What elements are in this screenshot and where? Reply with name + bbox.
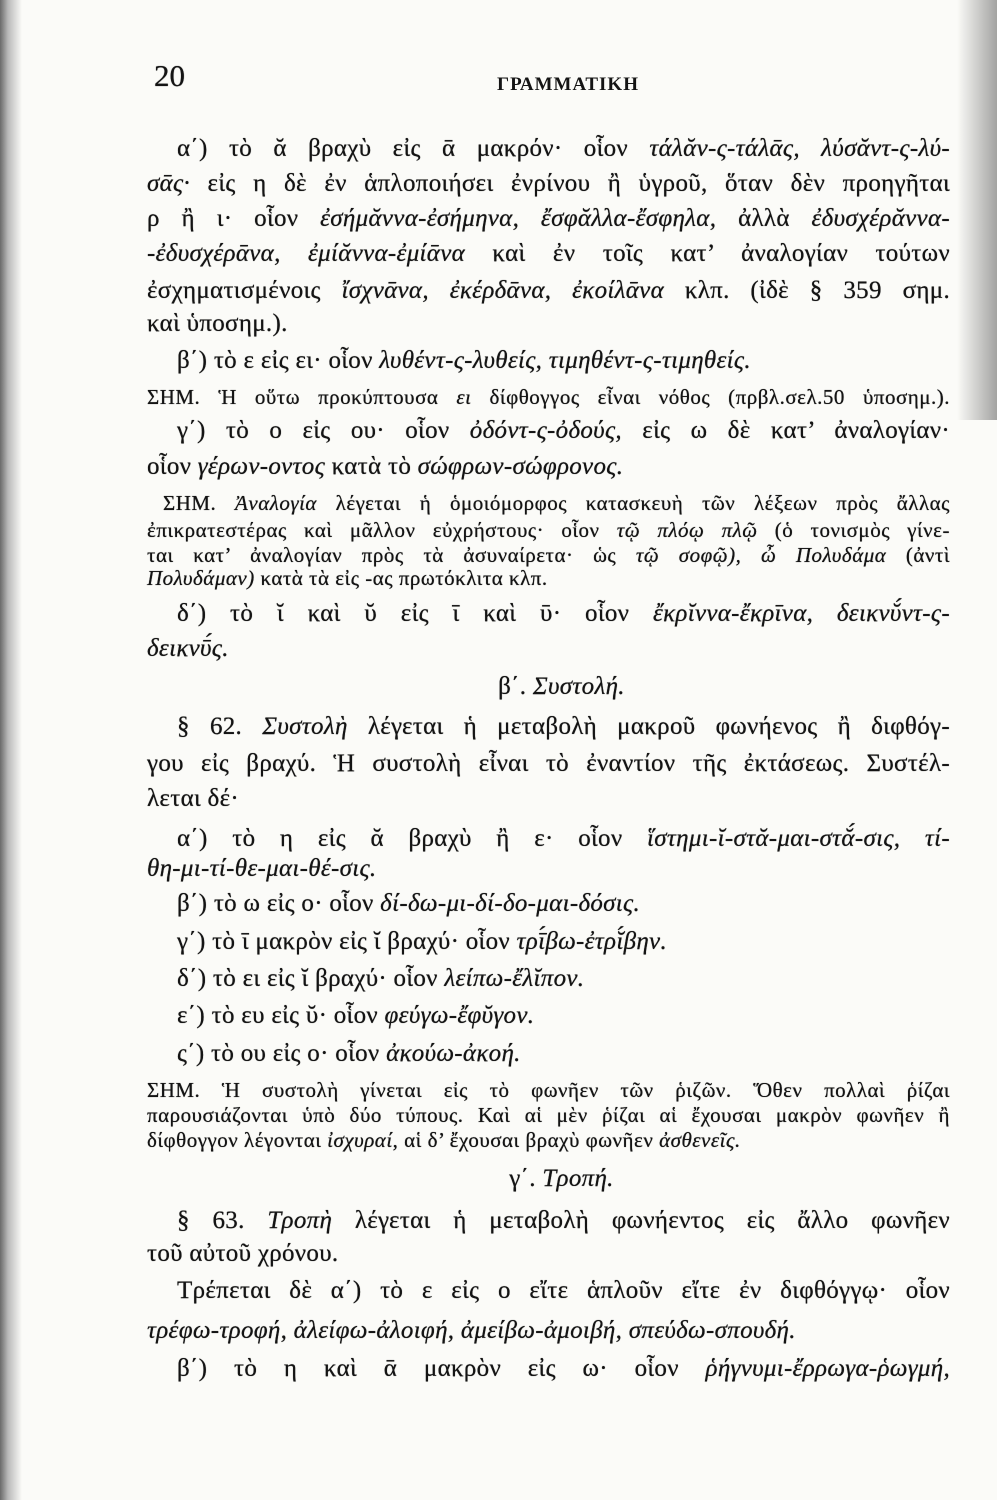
body-line [147,853,950,885]
section-heading [160,671,963,703]
line-text: ΣΗΜ. [163,491,236,515]
line-text: γ΄) τὸ ο εἰς ου· οἷον [177,417,470,444]
example-text: ῥήγνυμι-ἔρρωγα-ῥωγμή, [705,1355,950,1382]
body-line [147,345,950,377]
line-text: οἷον [147,453,198,480]
line-text: ται κατ’ ἀναλογίαν πρὸς τὰ ἀσυναίρετα· ὡς [147,543,636,567]
line-text: λέγεται ἡ ὁμοιόμορφος κατασκευὴ τῶν λέξεων πρὸς ἄλλας [316,491,950,515]
line-text: γου εἰς βραχύ. Ἡ συστολὴ εἶναι τὸ ἐναντίον τῆς ἐκτάσεως. Συστέλ- [147,750,950,777]
line-text: β΄) τὸ ω εἰς ο· οἷον [177,890,381,917]
example-text: γέρων-οντος [197,453,326,480]
line-text: λέγεται ἡ μεταβολὴ μακροῦ φωνήενος ἢ διφθόγ- [347,713,950,740]
example-text: -ἐδυσχέρᾱνα, ἐμίᾰννα-ἐμίᾱνα [147,240,466,267]
line-text: α΄) τὸ ᾰ βραχὺ εἰς ᾱ μακρόν· οἷον [177,135,650,162]
body-line [147,238,950,270]
term-text: Συστολὴ [262,713,348,740]
paragraph-number: § 62. [177,713,263,740]
line-text: γ΄) τὸ ῑ μακρὸν εἰς ῐ βραχύ· οἷον [177,928,517,955]
body-line [147,1205,950,1237]
line-text: κατὰ τὰ εἰς -ας πρωτόκλιτα κλπ. [254,566,548,590]
line-text: ρ ἢ ι· οἷον [147,205,321,232]
line-text: ΣΗΜ. Ἡ συστολὴ γίνεται εἰς τὸ φωνῆεν τῶν ῥιζῶν. Ὅθεν πολλαὶ ῥίζαι [147,1078,950,1102]
body-line [147,451,950,483]
body-line [147,133,950,165]
example-text: ἴσχνᾱνα, ἐκέρδᾱνα, ἐκοίλᾱνα [341,277,665,304]
line-text: εἰς η δὲ ἐν ἁπλοποιήσει ἐνρίνου ἢ ὑγροῦ, ὅταν δὲν προηγῆται [190,170,950,197]
running-title: ΓΡΑΜΜΑΤΙΚΗ [497,74,639,95]
example-text: τρέφω-τροφή, ἀλείφω-ἀλοιφή, ἀμείβω-ἀμοιβή, σπεύδω-σπουδή. [147,1317,796,1344]
body-line [147,275,950,307]
body-line [147,1353,950,1385]
body-line [147,1038,950,1070]
body-line [147,168,950,200]
body-line [147,1238,950,1270]
example-text: λείπω-ἔλῐπον. [444,965,585,992]
body-line [147,308,950,340]
line-text: ἐσχηματισμένοις [147,277,342,304]
example-text: σώφρων-σώφρονος. [417,453,624,480]
example-text: δί-δω-μι-δί-δο-μαι-δόσις. [380,890,641,917]
line-text: (ἀντὶ [886,543,950,567]
example-text: φεύγω-ἔφῠγον. [384,1002,535,1029]
paragraph-number: § 63. [177,1207,268,1234]
line-text: ς΄) τὸ ου εἰς ο· οἷον [177,1040,387,1067]
line-text: λέγεται ἡ μεταβολὴ φωνήεντος εἰς ἄλλο φωνῆεν [332,1207,950,1234]
example-text: τῷ πλόῳ πλῷ [616,518,758,542]
line-text: λεται δέ· [147,785,240,812]
body-line [147,963,950,995]
section-heading [160,1163,963,1195]
heading-title: Τροπή. [542,1165,614,1192]
line-text: κλπ. (ἰδὲ § 359 σημ. [664,277,950,304]
example-text: ὀδόντ-ς-ὀδούς, [469,417,622,444]
line-text: δ΄) τὸ ει εἰς ῐ βραχύ· οἷον [177,965,445,992]
note-line [147,490,950,516]
line-text: (ὁ τονισμὸς γίνε- [757,518,950,542]
body-line [147,888,950,920]
body-line [147,1315,950,1347]
scan-edge-shadow [0,0,22,1500]
page-number: 20 [154,58,185,93]
body-line [147,748,950,780]
example-text: ει [456,385,472,409]
example-text: τάλᾰν-ς-τάλᾱς, λύσᾰντ-ς-λύ- [649,135,950,162]
body-line [147,415,950,447]
example-text: ἀκούω-ἀκοή. [386,1040,521,1067]
note-line [147,565,950,591]
line-text: παρουσιάζονται ὑπὸ δύο τύπους. Καὶ αἱ μὲν ῥίζαι αἱ ἔχουσαι μακρὸν φωνῆεν ἢ [147,1103,950,1127]
line-text: β΄) τὸ ε εἰς ει· οἷον [177,347,380,374]
body-line [147,1275,950,1307]
line-text: κατὰ τὸ [325,453,418,480]
body-line [147,1000,950,1032]
line-text: ἀλλὰ [716,205,812,232]
line-text: εἰς ω δὲ κατ’ ἀναλογίαν· [621,417,950,444]
example-text: λυθέντ-ς-λυθείς, τιμηθέντ-ς-τιμηθείς. [379,347,751,374]
note-line [147,384,950,410]
example-text: τρῑ́βω-ἐτρῐ́βην. [516,928,667,955]
line-text: , αἱ δ’ ἔχουσαι βραχὺ φωνῆεν [392,1128,660,1152]
term-text: ἰσχυραί [327,1128,393,1152]
example-text: θη-μι-τί-θε-μαι-θέ-σις. [147,855,377,882]
line-text: β΄) τὸ η καὶ ᾱ μακρὸν εἰς ω· οἷον [177,1355,706,1382]
example-text: σᾱς· [147,170,191,197]
example-text: ἵστημι-ῐ-στᾰ-μαι-στᾰ́-σις, τί- [647,825,950,852]
line-text: καὶ ἐν τοῖς κατ’ ἀναλογίαν τούτων [465,240,950,267]
line-text: καὶ ὑποσημ.). [147,310,288,337]
line-text: ε΄) τὸ ευ εἰς ῠ· οἷον [177,1002,385,1029]
example-text: ἔκρῐννα-ἔκρῑνα, δεικνῠ́ντ-ς- [652,600,950,627]
example-text: τῷ σοφῷ), ὦ Πολυδάμα [635,543,887,567]
example-text: ἐσήμᾰννα-ἐσήμηνα, ἔσφᾰλλα-ἔσφηλα, [320,205,717,232]
note-line [147,517,950,543]
body-line [147,926,950,958]
body-line [147,203,950,235]
term-text: ἀσθενεῖς. [659,1128,741,1152]
line-text: δ΄) τὸ ῐ καὶ ῠ εἰς ῑ καὶ ῡ· οἷον [177,600,653,627]
heading-number: β΄. [498,673,533,700]
body-line [147,783,950,815]
line-text: τοῦ αὐτοῦ χρόνου. [147,1240,339,1267]
body-line [147,598,950,630]
example-text: Πολυδάμαν) [147,566,255,590]
line-text: Τρέπεται δὲ α΄) τὸ ε εἰς ο εἴτε ἁπλοῦν εἴτε ἐν διφθόγγῳ· οἷον [177,1277,950,1304]
line-text: α΄) τὸ η εἰς ᾰ βραχὺ ἢ ε· οἷον [177,825,648,852]
example-text: δεικνῡ́ς. [147,635,229,662]
scan-edge-shadow [957,0,997,420]
note-line [147,1102,950,1128]
term-text: Τροπὴ [267,1207,333,1234]
line-text: δίφθογγος εἶναι νόθος (πρβλ.σελ.50 ὑποσημ.). [471,385,950,409]
note-line [147,1127,950,1153]
body-line [147,823,950,855]
line-text: ἐπικρατεστέρας καὶ μᾶλλον εὐχρήστους· οἷον [147,518,617,542]
example-text: Ἀναλογία [235,491,317,515]
note-line [147,1077,950,1103]
body-line [147,633,950,665]
example-text: ἐδυσχέρᾰννα- [811,205,950,232]
line-text: δίφθογγον λέγονται [147,1128,328,1152]
heading-title: Συστολή. [532,673,625,700]
body-line [147,711,950,743]
heading-number: γ΄. [509,1165,543,1192]
line-text: ΣΗΜ. Ἡ οὕτω προκύπτουσα [147,385,457,409]
